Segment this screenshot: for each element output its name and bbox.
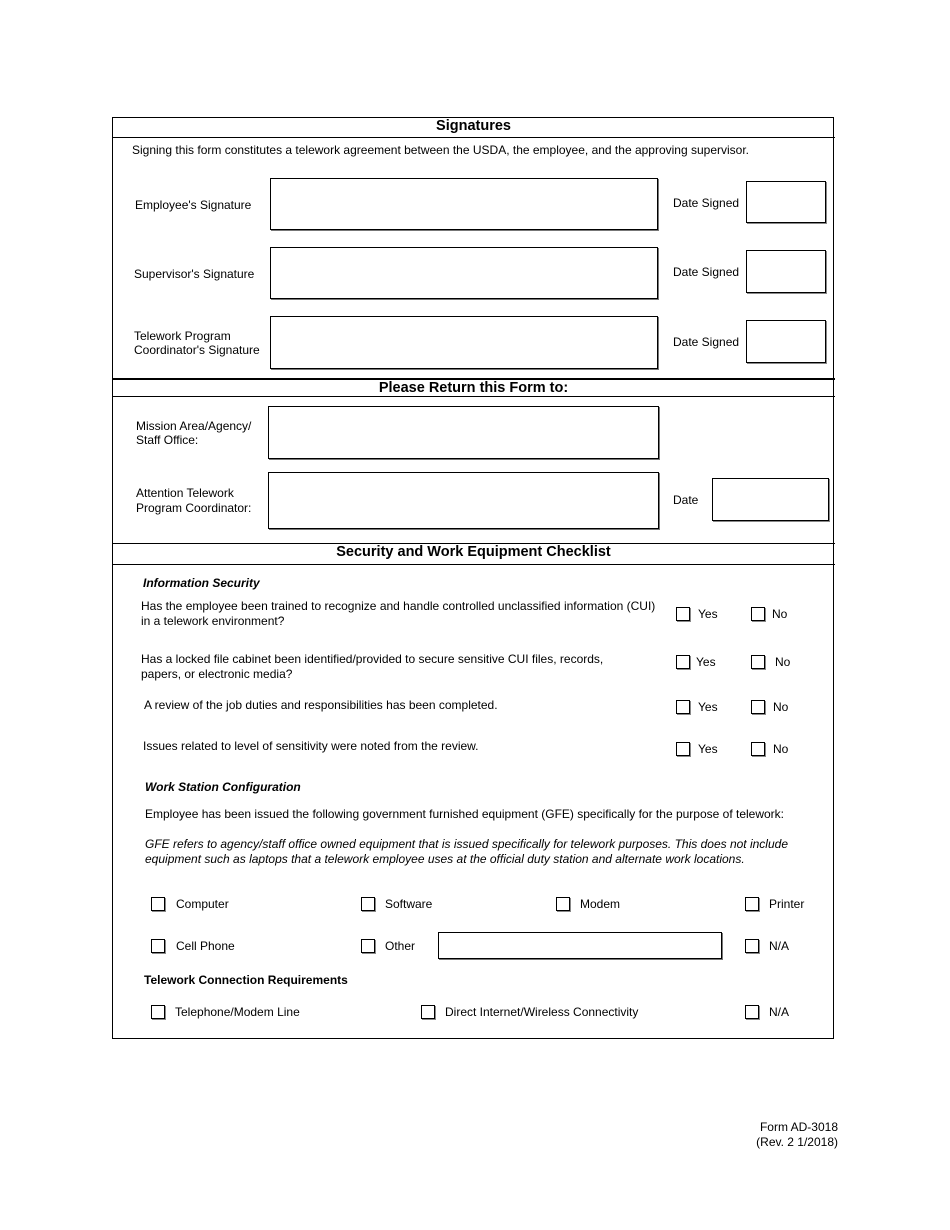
mission-area-label-line2: Staff Office:	[136, 433, 199, 447]
internet-wireless-checkbox[interactable]	[421, 1005, 435, 1019]
question-sensitivity-issues-yes-checkbox[interactable]	[676, 742, 690, 756]
form-revision: (Rev. 2 1/2018)	[756, 1135, 838, 1149]
divider	[112, 396, 835, 397]
employee-date-signed-field[interactable]	[746, 181, 826, 223]
question-cui-training-yes-checkbox[interactable]	[676, 607, 690, 621]
question-sensitivity-issues-no-checkbox[interactable]	[751, 742, 765, 756]
computer-label: Computer	[176, 897, 229, 911]
equipment-na-label: N/A	[769, 939, 790, 953]
signatures-header: Signatures	[436, 118, 511, 134]
computer-checkbox[interactable]	[151, 897, 165, 911]
coordinator-signature-field[interactable]	[270, 316, 658, 369]
coordinator-signature-label-line2: Coordinator's Signature	[134, 343, 260, 357]
coordinator-signature-label-line1: Telework Program	[134, 329, 231, 343]
question-cui-training-no-checkbox[interactable]	[751, 607, 765, 621]
employee-signature-field[interactable]	[270, 178, 658, 230]
connection-requirements-title: Telework Connection Requirements	[144, 973, 348, 987]
question-job-duties-review-no-checkbox[interactable]	[751, 700, 765, 714]
divider	[112, 564, 835, 565]
software-label: Software	[385, 897, 433, 911]
employee-date-signed-label: Date Signed	[673, 196, 740, 210]
coordinator-date-signed-label: Date Signed	[673, 335, 740, 349]
modem-label: Modem	[580, 897, 621, 911]
signatures-intro: Signing this form constitutes a telework agreement between the USDA, the employee, and the approving supervisor.	[132, 143, 750, 157]
other-equipment-input[interactable]	[438, 932, 722, 959]
yes-label: Yes	[698, 700, 718, 714]
cell-phone-checkbox[interactable]	[151, 939, 165, 953]
return-header: Please Return this Form to:	[378, 380, 569, 396]
question-cui-training: Has the employee been trained to recognize and handle controlled unclassified information (CUI) in a telework environment?	[141, 599, 656, 628]
question-locked-cabinet-yes-checkbox[interactable]	[676, 655, 690, 669]
telephone-modem-label: Telephone/Modem Line	[175, 1005, 300, 1019]
printer-checkbox[interactable]	[745, 897, 759, 911]
no-label: No	[773, 700, 789, 714]
telephone-modem-checkbox[interactable]	[151, 1005, 165, 1019]
mission-area-label-line1: Mission Area/Agency/	[136, 419, 252, 433]
modem-checkbox[interactable]	[556, 897, 570, 911]
no-label: No	[772, 607, 788, 621]
supervisor-signature-field[interactable]	[270, 247, 658, 299]
supervisor-signature-label: Supervisor's Signature	[134, 267, 255, 281]
supervisor-date-signed-field[interactable]	[746, 250, 826, 293]
question-job-duties-review: A review of the job duties and responsibilities has been completed.	[144, 698, 498, 712]
connection-na-label: N/A	[769, 1005, 790, 1019]
other-label: Other	[385, 939, 416, 953]
connection-na-checkbox[interactable]	[745, 1005, 759, 1019]
no-label: No	[775, 655, 791, 669]
cell-phone-label: Cell Phone	[176, 939, 235, 953]
attention-coordinator-label-line2: Program Coordinator:	[136, 501, 252, 515]
attention-coordinator-field[interactable]	[268, 472, 659, 529]
gfe-statement: Employee has been issued the following government furnished equipment (GFE) specifically for the purpose of telework:	[145, 807, 785, 821]
printer-label: Printer	[769, 897, 805, 911]
no-label: No	[773, 742, 789, 756]
divider	[112, 137, 835, 138]
coordinator-date-signed-field[interactable]	[746, 320, 826, 363]
software-checkbox[interactable]	[361, 897, 375, 911]
yes-label: Yes	[698, 607, 718, 621]
question-locked-cabinet: Has a locked file cabinet been identified/provided to secure sensitive CUI files, records, papers, or electronic media?	[141, 652, 604, 681]
information-security-title: Information Security	[143, 576, 260, 590]
attention-coordinator-label-line1: Attention Telework	[136, 486, 234, 500]
question-sensitivity-issues: Issues related to level of sensitivity were noted from the review.	[143, 739, 479, 753]
checklist-header: Security and Work Equipment Checklist	[336, 544, 611, 560]
return-date-field[interactable]	[712, 478, 829, 521]
yes-label: Yes	[698, 742, 718, 756]
supervisor-date-signed-label: Date Signed	[673, 265, 740, 279]
other-checkbox[interactable]	[361, 939, 375, 953]
mission-area-field[interactable]	[268, 406, 659, 459]
question-locked-cabinet-no-checkbox[interactable]	[751, 655, 765, 669]
return-date-label: Date	[673, 493, 699, 507]
workstation-config-title: Work Station Configuration	[145, 780, 301, 794]
internet-wireless-label: Direct Internet/Wireless Connectivity	[445, 1005, 639, 1019]
gfe-note: GFE refers to agency/staff office owned equipment that is issued specifically for telework purposes. This does not include equipment such as laptops that a telework employee uses at the official duty station and alternate work locations.	[145, 837, 788, 866]
equipment-na-checkbox[interactable]	[745, 939, 759, 953]
form-number: Form AD-3018	[759, 1120, 838, 1134]
question-job-duties-review-yes-checkbox[interactable]	[676, 700, 690, 714]
yes-label: Yes	[696, 655, 716, 669]
employee-signature-label: Employee's Signature	[135, 198, 252, 212]
